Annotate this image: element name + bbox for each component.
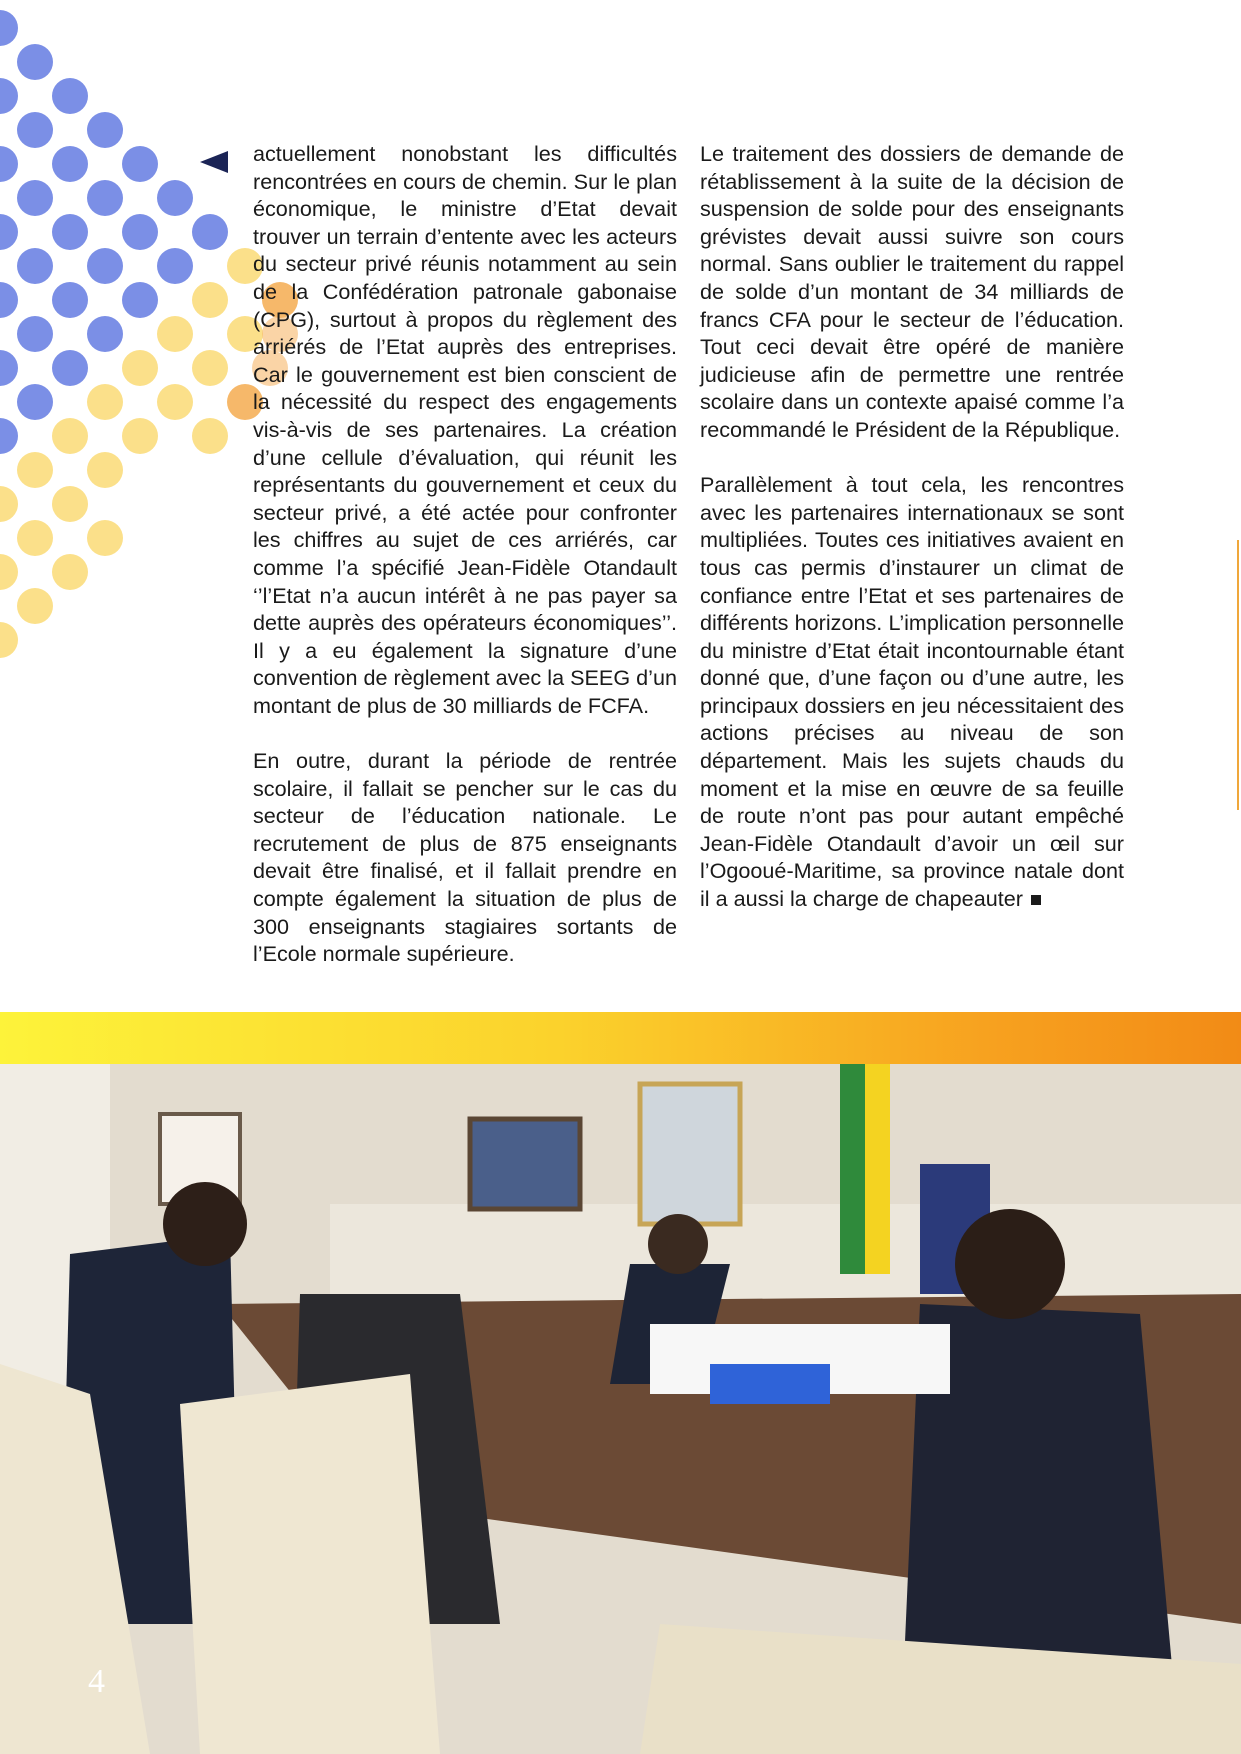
article-paragraph-last xyxy=(700,471,1124,913)
article-paragraph: Le traitement des dossiers de demande de rétablissement à la suite de la décision de suspension de solde pour des enseignants grévistes devait aussi suivre son cours normal. Sans oublier le traitement du rappel de solde d’un montant de 34 milliards de francs CFA pour le secteur de l’éducation. Tout ceci devait être opéré de manière judicieuse afin de permettre une rentrée scolaire dans un contexte apaisé comme l’a recommandé le Président de la République. xyxy=(700,141,1124,442)
margin-rule xyxy=(1237,540,1239,810)
article-paragraph: En outre, durant la période de rentrée scolaire, il fallait se pencher sur le cas du secteur de l’éducation nationale. Le recrutement de plus de 875 enseignants devait être finalisé, et il fallait prendre en compte également la situation de plus de 300 enseignants stagiaires sortants de l’Ecole normale supérieure. xyxy=(253,748,677,967)
end-of-article-square-icon xyxy=(1031,895,1041,905)
photo-mirror xyxy=(640,1084,740,1224)
article-paragraph-text: Parallèlement à tout cela, les rencontres avec les partenaires internationaux se sont multipliées. Toutes ces initiatives avaient en tous cas permis d’instaurer un climat de confiance entre l’Etat et ses partenaires de différents horizons. L’implication personnelle du ministre d’Etat était incontournable étant donné que, d’une façon ou d’une autre, les principaux dossiers en jeu nécessitaient des actions précises au niveau de son département. Mais les sujets chauds du moment et la mise en œuvre de sa feuille de route n’ont pas pour autant empêché Jean-Fidèle Otandault d’avoir un œil sur l’Ogooué-Maritime, sa province natale dont il a aussi la charge de chapeauter xyxy=(700,472,1124,912)
photo-chair-center xyxy=(180,1374,440,1754)
article-paragraph: actuellement nonobstant les difficultés rencontrées en cours de chemin. Sur le plan économique, le ministre d’Etat devait trouver un terrain d’entente avec les acteurs du secteur privé réunis notamment au sein de la Confédération patronale gabonaise (CPG), surtout à propos du règlement des arriérés de l’Etat auprès des entreprises. Car le gouvernement est bien conscient de la nécessité du respect des engagements vis-à-vis de ses partenaires. La création d’une cellule d’évaluation, qui réunit les représentants du gouvernement et ceux du secteur privé, a été actée pour confronter les chiffres au sujet de ces arriérés, car comme l’a spécifié Jean-Fidèle Otandault ‘’l’Etat n’a aucun intérêt à ne pas payer sa dette auprès des opérateurs économiques’’. Il y a eu également la signature d’une convention de règlement avec la SEEG d’un montant de plus de 30 milliards de FCFA. xyxy=(253,141,677,718)
photo-frame-picture xyxy=(470,1119,580,1209)
continuation-arrow-icon xyxy=(200,151,228,173)
photo-head xyxy=(163,1182,247,1266)
photo-head xyxy=(648,1214,708,1274)
photo-flag-yellow xyxy=(865,1064,890,1274)
meeting-photo xyxy=(0,1064,1241,1754)
article-column-left xyxy=(253,140,677,968)
article-column-right xyxy=(700,140,1124,913)
gradient-band xyxy=(0,1012,1241,1064)
photo-blue-folder xyxy=(710,1364,830,1404)
page-number: 4 xyxy=(88,1663,105,1700)
photo-head xyxy=(955,1209,1065,1319)
